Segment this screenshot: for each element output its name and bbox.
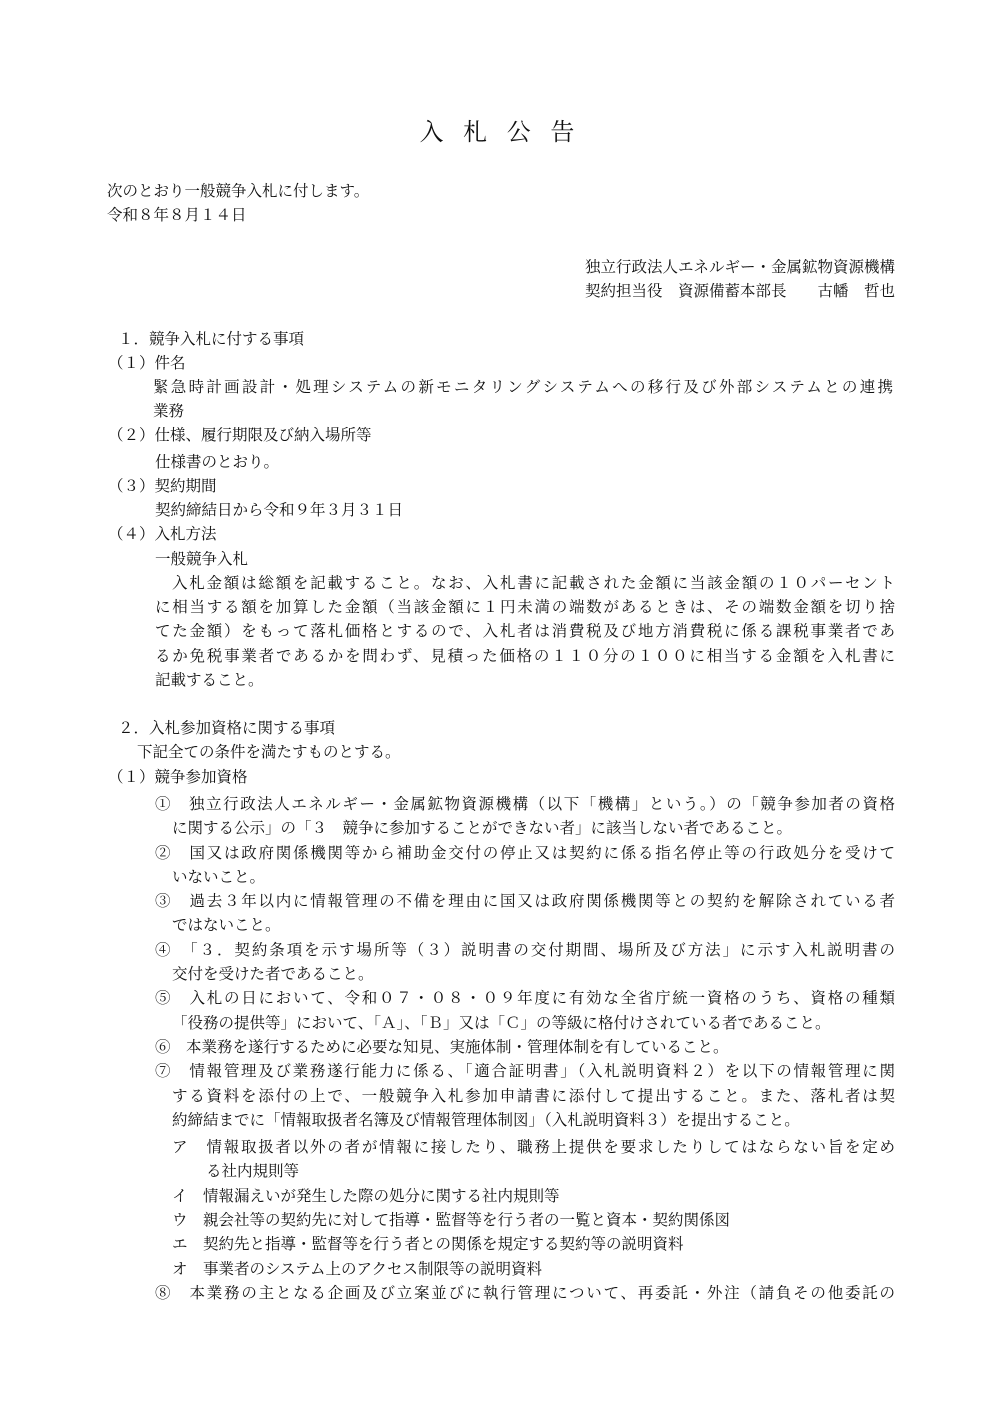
page-title: 入 札 公 告 [419,118,581,146]
item-2-text: 仕様書のとおり。 [155,453,280,471]
condition-8: ⑧ 本業務の主となる企画及び立案並びに執行管理について、再委託・外注（請負その他委託の [155,1284,895,1302]
item-1-text: 緊急時計画設計・処理システムの新モニタリングシステムへの移行及び外部システムとの連携 [153,378,893,396]
sub-item-a-cont: る社内規則等 [206,1162,300,1180]
condition-3: ③ 過去３年以内に情報管理の不備を理由に国又は政府関係機関等との契約を解除されている者 [155,892,895,910]
sec2-item-1-label: （１）競争参加資格 [108,768,248,786]
notice-date: 令和８年８月１４日 [107,206,247,224]
condition-3-cont: ではないこと。 [172,916,281,934]
condition-2: ② 国又は政府関係機関等から補助金交付の停止又は契約に係る指名停止等の行政処分を受けて [155,844,895,862]
issuer-org: 独立行政法人エネルギー・金属鉱物資源機構 [584,258,895,276]
sub-item-a: ア 情報取扱者以外の者が情報に接したり、職務上提供を要求したりしてはならない旨を定め [172,1138,895,1156]
condition-1-cont: に関する公示」の「３ 競争に参加することができない者」に該当しない者であること。 [172,819,793,837]
sub-item-o: オ 事業者のシステム上のアクセス制限等の説明資料 [172,1260,542,1278]
section-2-lead: 下記全ての条件を満たすものとする。 [137,743,401,761]
section-1-heading: １．競争入札に付する事項 [118,330,305,348]
condition-7: ⑦ 情報管理及び業務遂行能力に係る、「適合証明書」（入札説明資料２）を以下の情報管理に関 [155,1062,895,1080]
item-2-label: （２）仕様、履行期限及び納入場所等 [108,426,372,444]
item-4-paragraph-line: るか免税事業者であるかを問わず、見積った価格の１１０分の１００に相当する金額を入札書に [155,647,895,665]
condition-4: ④ 「３．契約条項を示す場所等（３）説明書の交付期間、場所及び方法」に示す入札説明書の [155,941,895,959]
item-4-label: （４）入札方法 [108,525,217,543]
item-3-text: 契約締結日から令和９年３月３１日 [155,501,404,519]
sub-item-e: エ 契約先と指導・監督等を行う者との関係を規定する契約等の説明資料 [172,1235,684,1253]
intro-text: 次のとおり一般競争入札に付します。 [107,182,370,200]
item-1-text-cont: 業務 [153,402,185,420]
condition-7-cont: 約締結までに「情報取扱者名簿及び情報管理体制図」（入札説明資料３）を提出すること。 [172,1111,800,1129]
issuer-person: 契約担当役 資源備蓄本部長 古幡 哲也 [584,282,895,300]
sub-item-i: イ 情報漏えいが発生した際の処分に関する社内規則等 [172,1187,560,1205]
item-3-label: （３）契約期間 [108,477,217,495]
item-4-paragraph-line: 記載すること。 [155,671,264,689]
condition-5-cont: 「役務の提供等」において、「Ａ」、「Ｂ」又は「Ｃ」の等級に格付けされている者であること。 [172,1014,831,1032]
item-4-paragraph-line: てた金額）をもって落札価格とするので、入札者は消費税及び地方消費税に係る課税事業者であ [155,622,895,640]
item-1-label: （１）件名 [108,354,186,372]
condition-7-cont: する資料を添付の上で、一般競争入札参加申請書に添付して提出すること。また、落札者は契 [172,1087,895,1105]
condition-2-cont: いないこと。 [172,868,266,886]
condition-6: ⑥ 本業務を遂行するために必要な知見、実施体制・管理体制を有していること。 [155,1038,729,1056]
item-4-text: 一般競争入札 [155,550,249,568]
item-4-paragraph-line: に相当する額を加算した金額（当該金額に１円未満の端数があるときは、その端数金額を切り捨 [155,598,895,616]
sub-item-u: ウ 親会社等の契約先に対して指導・監督等を行う者の一覧と資本・契約関係図 [172,1211,731,1229]
item-4-paragraph-line: 入札金額は総額を記載すること。なお、入札書に記載された金額に当該金額の１０パーセント [172,574,895,592]
condition-1: ① 独立行政法人エネルギー・金属鉱物資源機構（以下「機構」という。）の「競争参加者の資格 [155,795,895,813]
condition-4-cont: 交付を受けた者であること。 [172,965,374,983]
condition-5: ⑤ 入札の日において、令和０７・０８・０９年度に有効な全省庁統一資格のうち、資格の種類 [155,989,895,1007]
section-2-heading: ２．入札参加資格に関する事項 [118,719,336,737]
